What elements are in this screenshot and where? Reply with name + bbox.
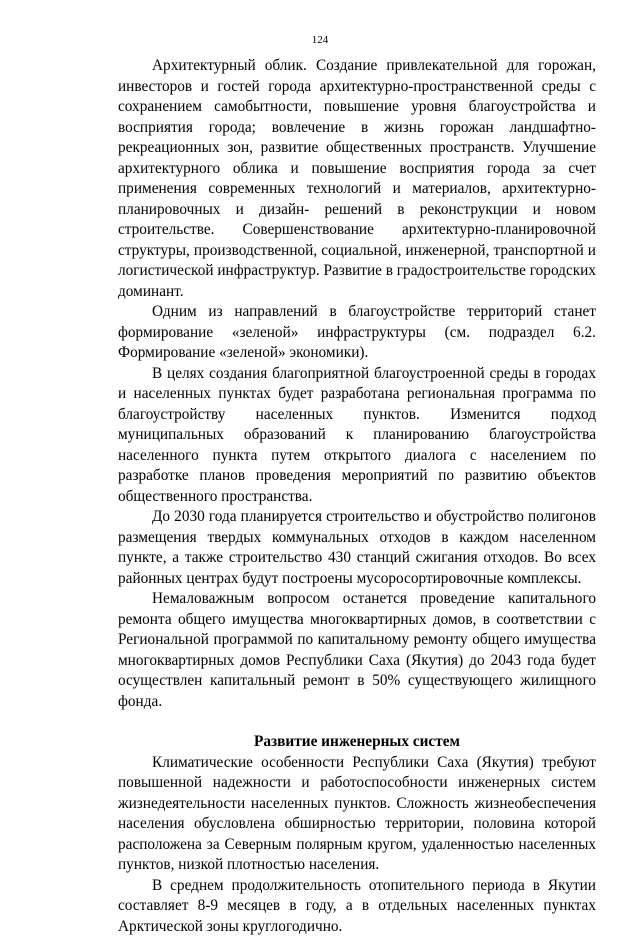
paragraph-waste-landfills: До 2030 года планируется строительство и обустройство полигонов размещения твердых коммунальных отходов в каждом населенном пункте, а также строительство 430 станций сжигания отходов. Во всех районных центрах будут построены мусоросортировочные комплексы. [118, 507, 596, 589]
paragraph-regional-program: В целях создания благоприятной благоустроенной среды в городах и населенных пунктах будет разработана региональная программа по благоустройству населенных пунктов. Изменится подход муниципальных образований к планированию благоустройства населенного пункта путем открытого диалога с населением по разработке планов проведения мероприятий по развитию объектов общественного пространства. [118, 364, 596, 508]
page-body [118, 56, 596, 937]
paragraph-green-infrastructure: Одним из направлений в благоустройстве территорий станет формирование «зеленой» инфраструктуры (см. подраздел 6.2. Формирование «зеленой» экономики). [118, 302, 596, 364]
page-number: 124 [0, 33, 640, 47]
paragraph-capital-repair: Немаловажным вопросом останется проведение капитального ремонта общего имущества многоквартирных домов, в соответствии с Региональной программой по капитальному ремонту общего имущества многоквартирных домов Республики Саха (Якутия) до 2043 года будет осуществлен капитальный ремонт в 50% существующего жилищного фонда. [118, 589, 596, 712]
section-heading: Развитие инженерных систем [118, 732, 596, 753]
paragraph-heating-period: В среднем продолжительность отопительного периода в Якутии составляет 8-9 месяцев в году, а в отдельных населенных пунктах Арктической зоны круглогодично. [118, 876, 596, 937]
paragraph-climate-features: Климатические особенности Республики Саха (Якутия) требуют повышенной надежности и работоспособности инженерных систем жизнедеятельности населенных пунктов. Сложность жизнеобеспечения населения обусловлена обширностью территории, половина которой расположена за Северным полярным кругом, удаленностью населенных пунктов, низкой плотностью населения. [118, 753, 596, 876]
paragraph-architectural-appearance: Архитектурный облик. Создание привлекательной для горожан, инвесторов и гостей города архитектурно-пространственной среды с сохранением самобытности, повышение уровня благоустройства и восприятия города; вовлечение в жизнь горожан ландшафтно-рекреационных зон, развитие общественных пространств. Улучшение архитектурного облика и повышение восприятия города за счет применения современных технологий и материалов, архитектурно-планировочных и дизайн- решений в реконструкции и новом строительстве. Совершенствование архитектурно-планировочной структуры, производственной, социальной, инженерной, транспортной и логистической инфраструктур. Развитие в градостроительстве городских доминант. [118, 56, 596, 302]
